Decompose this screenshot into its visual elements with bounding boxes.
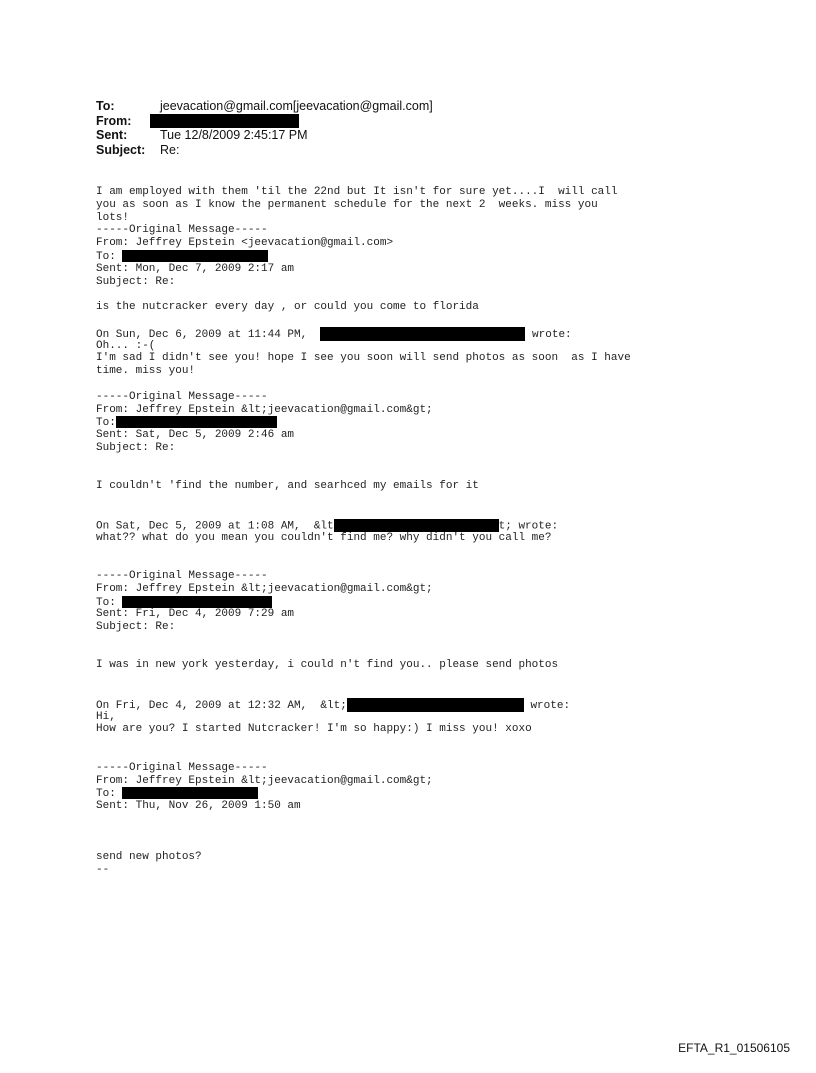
quoted-text: Oh... :-( <box>96 339 156 352</box>
quoted-from: From: Jeffrey Epstein &lt;jeevacation@gmail.com&gt; <box>96 774 433 787</box>
sent-value: Tue 12/8/2009 2:45:17 PM <box>160 128 308 142</box>
on-wrote-prefix: On Sun, Dec 6, 2009 at 11:44 PM, <box>96 328 321 341</box>
redaction-block <box>122 787 258 799</box>
quoted-text: I was in new york yesterday, i could n't find you.. please send photos <box>96 659 559 672</box>
original-message-separator: -----Original Message----- <box>96 569 268 582</box>
quoted-on-wrote <box>96 698 736 711</box>
quoted-subject: Subject: Re: <box>96 621 176 634</box>
to-value: jeevacation@gmail.com[jeevacation@gmail.com] <box>160 99 433 113</box>
redaction-block <box>122 250 268 262</box>
from-label: From: <box>96 113 132 128</box>
quoted-text: what?? what do you mean you couldn't find me? why didn't you call me? <box>96 531 552 544</box>
redaction-block <box>334 519 499 532</box>
redaction-block <box>116 416 277 428</box>
redaction-block <box>347 698 524 712</box>
quoted-on-wrote <box>96 519 736 532</box>
quoted-sent: Sent: Thu, Nov 26, 2009 1:50 am <box>96 800 301 813</box>
quoted-text: is the nutcracker every day , or could you come to florida <box>96 301 479 314</box>
reply-line: lots! <box>96 211 130 224</box>
email-body <box>96 186 736 877</box>
quoted-text: I couldn't 'find the number, and searhced my emails for it <box>96 480 479 493</box>
quoted-subject: Subject: Re: <box>96 441 176 454</box>
sent-label: Sent: <box>96 128 128 142</box>
quoted-sent: Sent: Fri, Dec 4, 2009 7:29 am <box>96 608 295 621</box>
subject-value: Re: <box>160 142 180 157</box>
quoted-on-wrote <box>96 327 736 340</box>
quoted-subject: Subject: Re: <box>96 275 176 288</box>
subject-label: Subject: <box>96 142 146 157</box>
signature-separator: -- <box>96 864 110 877</box>
redaction-block <box>122 596 272 608</box>
on-wrote-prefix: On Sat, Dec 5, 2009 at 1:08 AM, &lt <box>96 520 334 533</box>
quoted-sent: Sent: Mon, Dec 7, 2009 2:17 am <box>96 262 295 275</box>
quoted-to-label: To: <box>96 596 123 609</box>
header-from-row <box>96 114 696 129</box>
document-id: EFTA_R1_01506105 <box>678 1041 790 1055</box>
header-sent-row <box>96 128 696 143</box>
quoted-text: Hi, <box>96 710 116 723</box>
quoted-text: send new photos? <box>96 851 202 864</box>
reply-line: I am employed with them 'til the 22nd but It isn't for sure yet....I will call <box>96 186 618 198</box>
quoted-to <box>96 596 736 609</box>
quoted-sent: Sent: Sat, Dec 5, 2009 2:46 am <box>96 429 295 442</box>
quoted-to <box>96 250 736 263</box>
on-wrote-suffix: wrote: <box>523 699 571 712</box>
quoted-text: I'm sad I didn't see you! hope I see you soon will send photos as soon as I have <box>96 352 631 365</box>
quoted-to-label: To: <box>96 250 123 263</box>
quoted-from: From: Jeffrey Epstein &lt;jeevacation@gmail.com&gt; <box>96 582 433 595</box>
original-message-separator: -----Original Message----- <box>96 224 268 237</box>
email-header <box>96 99 696 157</box>
quoted-to-label: To: <box>96 417 116 430</box>
original-message-separator: -----Original Message----- <box>96 390 268 403</box>
quoted-from: From: Jeffrey Epstein <jeevacation@gmail.com> <box>96 237 394 250</box>
reply-line: you as soon as I know the permanent schedule for the next 2 weeks. miss you <box>96 198 598 211</box>
header-to-row <box>96 99 696 114</box>
on-wrote-prefix: On Fri, Dec 4, 2009 at 12:32 AM, &lt; <box>96 699 347 712</box>
header-subject-row <box>96 143 696 158</box>
quoted-to <box>96 787 736 800</box>
on-wrote-suffix: t; wrote: <box>498 520 559 533</box>
quoted-text: time. miss you! <box>96 365 196 378</box>
quoted-from: From: Jeffrey Epstein &lt;jeevacation@gmail.com&gt; <box>96 403 433 416</box>
quoted-to-label: To: <box>96 788 123 801</box>
on-wrote-suffix: wrote: <box>525 328 572 341</box>
to-label: To: <box>96 99 115 113</box>
quoted-text: How are you? I started Nutcracker! I'm so happy:) I miss you! xoxo <box>96 723 532 736</box>
redaction-block <box>320 327 525 341</box>
redaction-block <box>150 114 299 128</box>
original-message-separator: -----Original Message----- <box>96 761 268 774</box>
quoted-to <box>96 416 736 429</box>
